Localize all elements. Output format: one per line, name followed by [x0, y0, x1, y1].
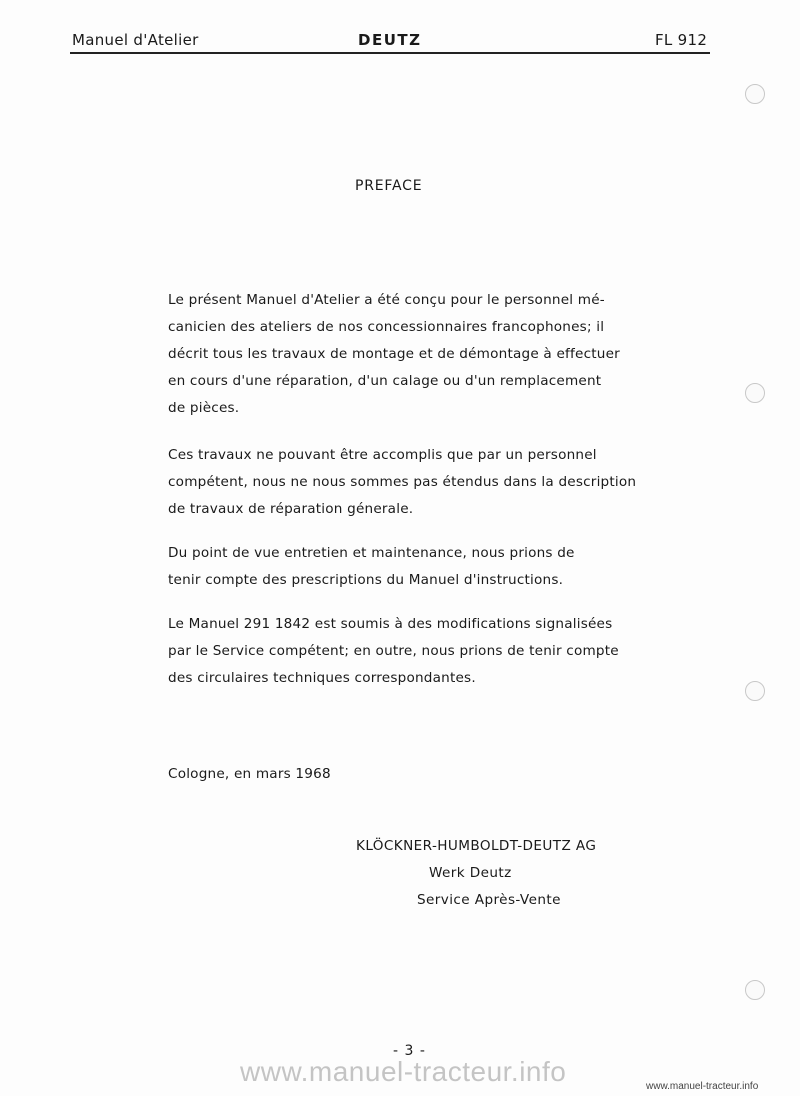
- paragraph-line: de travaux de réparation génerale.: [168, 501, 414, 517]
- header-model: FL 912: [655, 31, 708, 49]
- watermark-large: www.manuel-tracteur.info: [240, 1056, 567, 1087]
- paragraph-line: compétent, nous ne nous sommes pas étendus dans la description: [168, 474, 637, 490]
- signature-plant: Werk Deutz: [429, 865, 512, 881]
- watermark-small[interactable]: www.manuel-tracteur.info: [646, 1081, 759, 1092]
- paragraph-line: Du point de vue entretien et maintenance, nous prions de: [168, 545, 575, 561]
- paragraph-scope: [168, 442, 637, 523]
- signature-company: KLÖCKNER-HUMBOLDT-DEUTZ AG: [356, 838, 597, 854]
- paragraph-line: canicien des ateliers de nos concessionnaires francophones; il: [168, 319, 605, 335]
- paragraph-line: de pièces.: [168, 400, 240, 416]
- punch-hole: [745, 681, 765, 701]
- punch-hole: [745, 383, 765, 403]
- paragraph-line: par le Service compétent; en outre, nous prions de tenir compte: [168, 643, 619, 659]
- paragraph-line: Ces travaux ne pouvant être accomplis que par un personnel: [168, 447, 597, 463]
- paragraph-maintenance: [168, 540, 628, 594]
- punch-hole: [745, 980, 765, 1000]
- paragraph-line: Le présent Manuel d'Atelier a été conçu pour le personnel mé-: [168, 292, 605, 308]
- punch-hole: [745, 84, 765, 104]
- header-divider: [70, 52, 710, 54]
- paragraph-modifications: [168, 611, 628, 692]
- page-number: - 3 -: [393, 1043, 426, 1059]
- header-manual-title: Manuel d'Atelier: [72, 31, 199, 49]
- paragraph-line: décrit tous les travaux de montage et de démontage à effectuer: [168, 346, 620, 362]
- place-and-date: Cologne, en mars 1968: [168, 766, 331, 782]
- paragraph-line: tenir compte des prescriptions du Manuel d'instructions.: [168, 572, 564, 588]
- paragraph-line: Le Manuel 291 1842 est soumis à des modifications signalisées: [168, 616, 613, 632]
- paragraph-intro: [168, 287, 628, 422]
- signature-department: Service Après-Vente: [417, 892, 561, 908]
- paragraph-line: en cours d'une réparation, d'un calage ou d'un remplacement: [168, 373, 602, 389]
- header-brand: DEUTZ: [358, 31, 422, 49]
- paragraph-line: des circulaires techniques correspondantes.: [168, 670, 476, 686]
- page-title: PREFACE: [355, 178, 423, 194]
